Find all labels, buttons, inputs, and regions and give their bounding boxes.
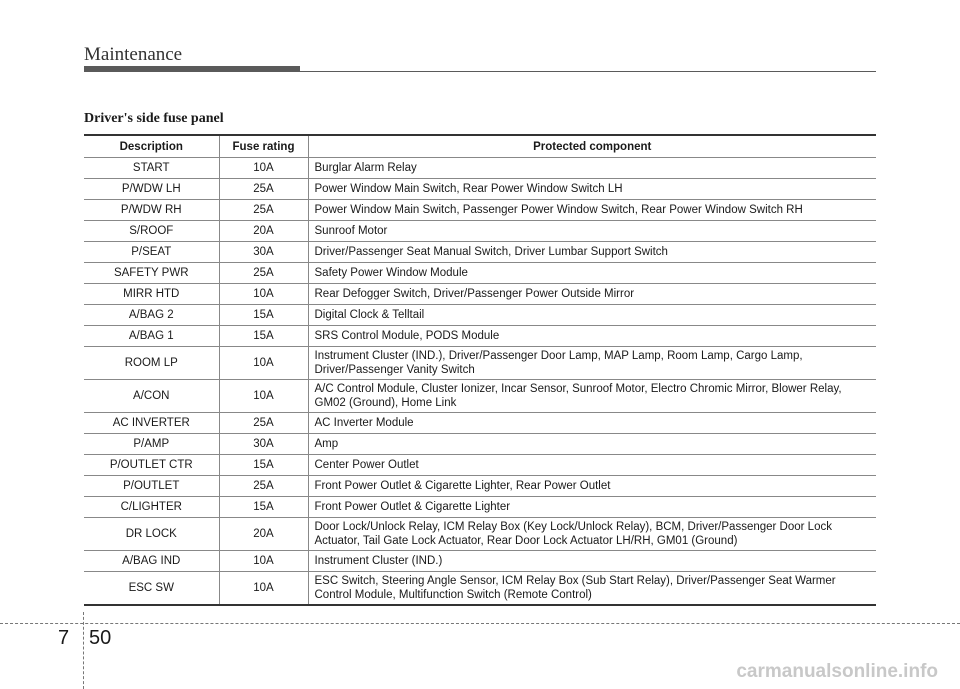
table-row (84, 284, 876, 305)
table-row (84, 413, 876, 434)
cell-description: A/BAG IND (84, 551, 219, 572)
table-row (84, 158, 876, 179)
table-header-row (84, 135, 876, 158)
cell-description: P/SEAT (84, 242, 219, 263)
table-row (84, 572, 876, 606)
cell-description: START (84, 158, 219, 179)
table-row (84, 347, 876, 380)
cell-description: AC INVERTER (84, 413, 219, 434)
cell-description: S/ROOF (84, 221, 219, 242)
cell-fuse-rating: 10A (219, 158, 308, 179)
cell-protected-component: Front Power Outlet & Cigarette Lighter, Rear Power Outlet (308, 476, 876, 497)
footer-rule (0, 623, 960, 624)
cell-description: P/OUTLET (84, 476, 219, 497)
cell-description: MIRR HTD (84, 284, 219, 305)
cell-fuse-rating: 10A (219, 347, 308, 380)
footer-vertical-rule (83, 612, 84, 689)
chapter-number: 7 (58, 627, 70, 649)
cell-fuse-rating: 25A (219, 413, 308, 434)
table-row (84, 179, 876, 200)
cell-description: C/LIGHTER (84, 497, 219, 518)
cell-description: P/WDW RH (84, 200, 219, 221)
cell-protected-component: Power Window Main Switch, Rear Power Window Switch LH (308, 179, 876, 200)
cell-protected-component: Center Power Outlet (308, 455, 876, 476)
cell-protected-component: Instrument Cluster (IND.) (308, 551, 876, 572)
cell-fuse-rating: 30A (219, 242, 308, 263)
cell-protected-component: AC Inverter Module (308, 413, 876, 434)
cell-protected-component: Power Window Main Switch, Passenger Power Window Switch, Rear Power Window Switch RH (308, 200, 876, 221)
cell-fuse-rating: 10A (219, 380, 308, 413)
table-row (84, 326, 876, 347)
cell-fuse-rating: 15A (219, 305, 308, 326)
table-row (84, 455, 876, 476)
cell-protected-component: Front Power Outlet & Cigarette Lighter (308, 497, 876, 518)
cell-description: ESC SW (84, 572, 219, 606)
cell-protected-component: SRS Control Module, PODS Module (308, 326, 876, 347)
watermark: carmanualsonline.info (736, 661, 938, 682)
cell-protected-component: Sunroof Motor (308, 221, 876, 242)
header-rule (84, 71, 876, 72)
table-row (84, 380, 876, 413)
cell-protected-component: Driver/Passenger Seat Manual Switch, Driver Lumbar Support Switch (308, 242, 876, 263)
fuse-table (84, 134, 876, 606)
page-header-title: Maintenance (84, 44, 183, 65)
cell-fuse-rating: 15A (219, 326, 308, 347)
cell-description: P/WDW LH (84, 179, 219, 200)
cell-description: DR LOCK (84, 518, 219, 551)
table-row (84, 221, 876, 242)
table-row (84, 200, 876, 221)
cell-fuse-rating: 20A (219, 518, 308, 551)
cell-protected-component: A/C Control Module, Cluster Ionizer, Incar Sensor, Sunroof Motor, Electro Chromic Mirror, Blower Relay, GM02 (Ground), Home Link (308, 380, 876, 413)
section-title: Driver's side fuse panel (84, 111, 224, 126)
column-header-fuse-rating: Fuse rating (219, 135, 308, 158)
cell-description: ROOM LP (84, 347, 219, 380)
table-row (84, 242, 876, 263)
cell-protected-component: ESC Switch, Steering Angle Sensor, ICM Relay Box (Sub Start Relay), Driver/Passenger Seat Warmer Control Module, Multifunction Switch (Remote Control) (308, 572, 876, 606)
table-row (84, 305, 876, 326)
table-row (84, 434, 876, 455)
cell-fuse-rating: 25A (219, 200, 308, 221)
table-row (84, 551, 876, 572)
cell-protected-component: Safety Power Window Module (308, 263, 876, 284)
cell-fuse-rating: 25A (219, 476, 308, 497)
cell-description: A/CON (84, 380, 219, 413)
cell-protected-component: Digital Clock & Telltail (308, 305, 876, 326)
page-number: 50 (89, 627, 112, 649)
cell-protected-component: Amp (308, 434, 876, 455)
table-row (84, 497, 876, 518)
cell-fuse-rating: 10A (219, 551, 308, 572)
cell-protected-component: Rear Defogger Switch, Driver/Passenger Power Outside Mirror (308, 284, 876, 305)
cell-fuse-rating: 25A (219, 179, 308, 200)
cell-description: A/BAG 2 (84, 305, 219, 326)
cell-fuse-rating: 30A (219, 434, 308, 455)
cell-protected-component: Instrument Cluster (IND.), Driver/Passenger Door Lamp, MAP Lamp, Room Lamp, Cargo Lamp, Driver/Passenger Vanity Switch (308, 347, 876, 380)
table-row (84, 263, 876, 284)
cell-fuse-rating: 25A (219, 263, 308, 284)
cell-description: P/AMP (84, 434, 219, 455)
cell-description: SAFETY PWR (84, 263, 219, 284)
cell-fuse-rating: 15A (219, 497, 308, 518)
column-header-protected-component: Protected component (308, 135, 876, 158)
cell-fuse-rating: 15A (219, 455, 308, 476)
cell-fuse-rating: 10A (219, 572, 308, 606)
table-row (84, 518, 876, 551)
cell-fuse-rating: 10A (219, 284, 308, 305)
cell-description: P/OUTLET CTR (84, 455, 219, 476)
column-header-description: Description (84, 135, 219, 158)
fuse-table-body (84, 158, 876, 606)
cell-description: A/BAG 1 (84, 326, 219, 347)
cell-protected-component: Door Lock/Unlock Relay, ICM Relay Box (Key Lock/Unlock Relay), BCM, Driver/Passenger Door Lock Actuator, Tail Gate Lock Actuator, Rear Door Lock Actuator LH/RH, GM01 (Ground) (308, 518, 876, 551)
table-row (84, 476, 876, 497)
cell-fuse-rating: 20A (219, 221, 308, 242)
cell-protected-component: Burglar Alarm Relay (308, 158, 876, 179)
